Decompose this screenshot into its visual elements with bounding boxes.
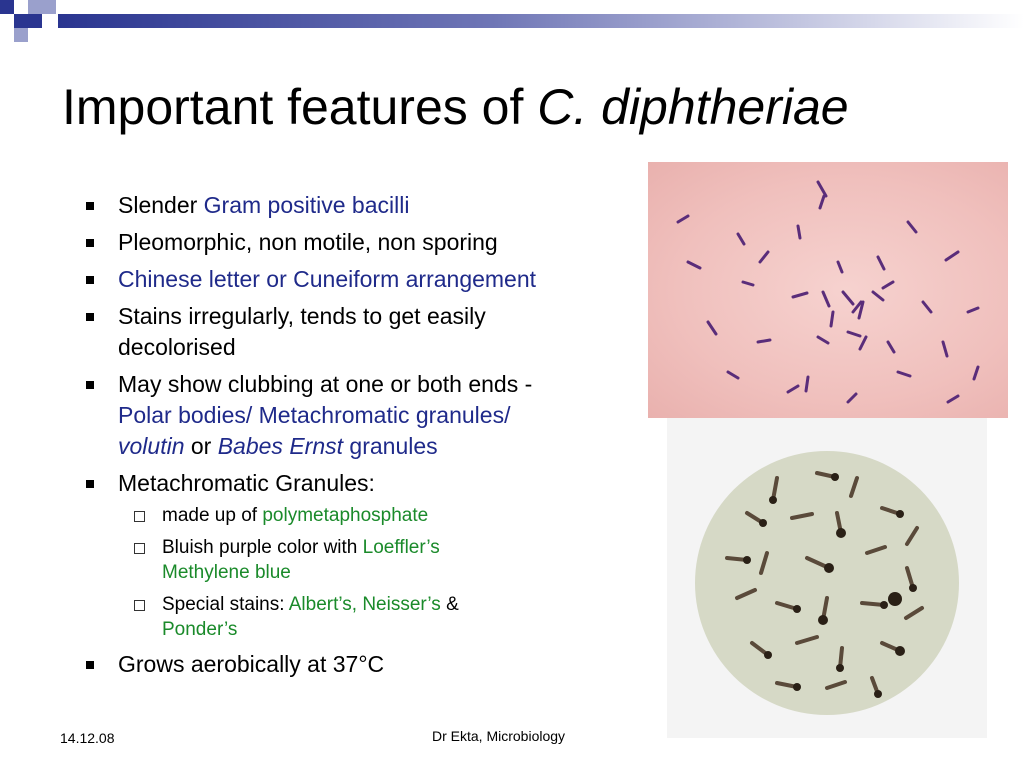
sub-bullet-item	[118, 535, 642, 585]
bullet-text: Pleomorphic, non motile, non sporing	[118, 229, 498, 255]
bullet-highlight: Albert’s, Neisser’s	[288, 594, 441, 615]
decor-square	[42, 0, 56, 14]
title-text: Important features of	[62, 79, 538, 135]
bullet-highlight: Chinese letter or Cuneiform arrangement	[118, 266, 537, 292]
bullet-text: or	[184, 433, 218, 459]
sub-bullet-item	[118, 592, 642, 642]
decor-square	[28, 14, 42, 28]
bullet-text: decolorised	[118, 334, 236, 360]
title-organism: C. diphtheriae	[537, 79, 849, 135]
bullet-list	[82, 190, 642, 686]
albert-stain-micrograph	[667, 418, 987, 738]
bullet-text: Grows aerobically at 37°C	[118, 651, 385, 677]
footer-date: 14.12.08	[60, 730, 115, 746]
bullet-item	[82, 190, 642, 221]
slide-title	[62, 78, 849, 136]
bullet-highlight: Ponder’s	[162, 619, 238, 640]
bullet-text: made up of	[162, 505, 263, 526]
bullet-highlight: volutin	[118, 433, 185, 459]
bullet-highlight: granules	[343, 433, 438, 459]
bullet-text: Metachromatic Granules:	[118, 470, 375, 496]
sub-bullet-list	[118, 503, 642, 642]
bullet-text: Stains irregularly, tends to get easily	[118, 303, 486, 329]
bullet-text: &	[440, 594, 459, 615]
bullet-highlight: polymetaphosphate	[262, 505, 429, 526]
bullet-text: Slender	[118, 192, 204, 218]
decor-square	[0, 0, 14, 14]
albert-stain-field	[667, 418, 987, 738]
decor-square	[14, 0, 28, 14]
title-gradient-bar	[58, 14, 1024, 28]
bullet-text: Special stains:	[162, 594, 289, 615]
bullet-item	[82, 227, 642, 258]
gram-stain-bacteria	[648, 162, 1008, 418]
bullet-highlight: Babes Ernst	[217, 433, 344, 459]
sub-bullet-item	[118, 503, 642, 528]
gram-stain-micrograph	[648, 162, 1008, 418]
bullet-text: Bluish purple color with	[162, 537, 363, 558]
decor-square	[0, 14, 14, 28]
decor-square	[28, 0, 42, 14]
bullet-item	[82, 649, 642, 680]
bullet-highlight: Gram positive bacilli	[203, 192, 410, 218]
decor-square	[14, 28, 28, 42]
bullet-item	[82, 264, 642, 295]
decor-square	[28, 28, 42, 42]
bullet-highlight: Polar bodies/ Metachromatic granules/	[118, 402, 511, 428]
bullet-item	[82, 369, 642, 462]
bullet-highlight: Methylene blue	[162, 562, 291, 583]
top-decoration	[0, 0, 1024, 40]
bullet-text: May show clubbing at one or both ends -	[118, 371, 533, 397]
bullet-highlight: Loeffler’s	[362, 537, 440, 558]
bullet-item	[82, 301, 642, 363]
footer-author: Dr Ekta, Microbiology	[432, 728, 566, 744]
decor-square	[14, 14, 28, 28]
bullet-item	[82, 468, 642, 642]
